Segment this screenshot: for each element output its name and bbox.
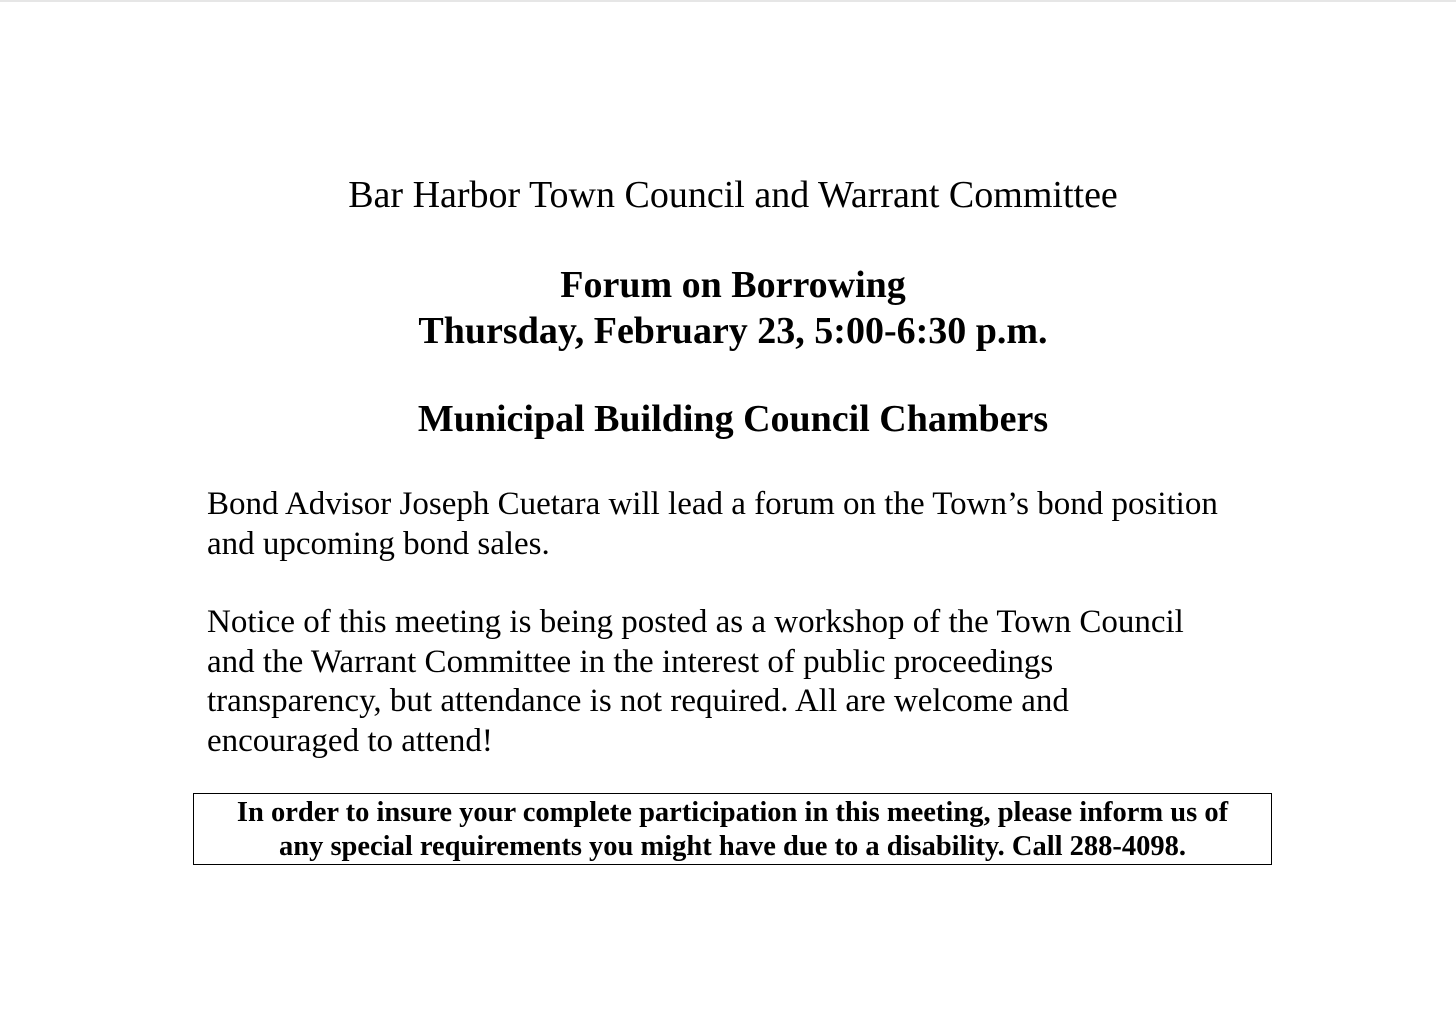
forum-description-paragraph bbox=[207, 485, 1287, 564]
paragraph-line: Bond Advisor Joseph Cuetara will lead a forum on the Town’s bond position bbox=[207, 486, 1218, 522]
event-location: Municipal Building Council Chambers bbox=[417, 398, 1049, 440]
accessibility-notice-box bbox=[193, 793, 1272, 865]
event-title: Forum on Borrowing bbox=[560, 264, 906, 306]
paragraph-line: encouraged to attend! bbox=[207, 722, 493, 759]
paragraph-line: transparency, but attendance is not required. All are welcome and bbox=[207, 683, 1069, 719]
accessibility-notice-line: In order to insure your complete participation in this meeting, please inform us of bbox=[236, 797, 1229, 828]
accessibility-notice-line: any special requirements you might have due to a disability. Call 288-4098. bbox=[278, 831, 1187, 862]
paragraph-line: and upcoming bond sales. bbox=[207, 525, 550, 562]
organization-title: Bar Harbor Town Council and Warrant Committee bbox=[348, 174, 1118, 216]
paragraph-line: and the Warrant Committee in the interest of public proceedings bbox=[207, 643, 1054, 680]
paragraph-line: Notice of this meeting is being posted as a workshop of the Town Council bbox=[207, 604, 1184, 640]
meeting-notice-paragraph bbox=[207, 603, 1287, 761]
event-datetime: Thursday, February 23, 5:00-6:30 p.m. bbox=[418, 310, 1048, 352]
